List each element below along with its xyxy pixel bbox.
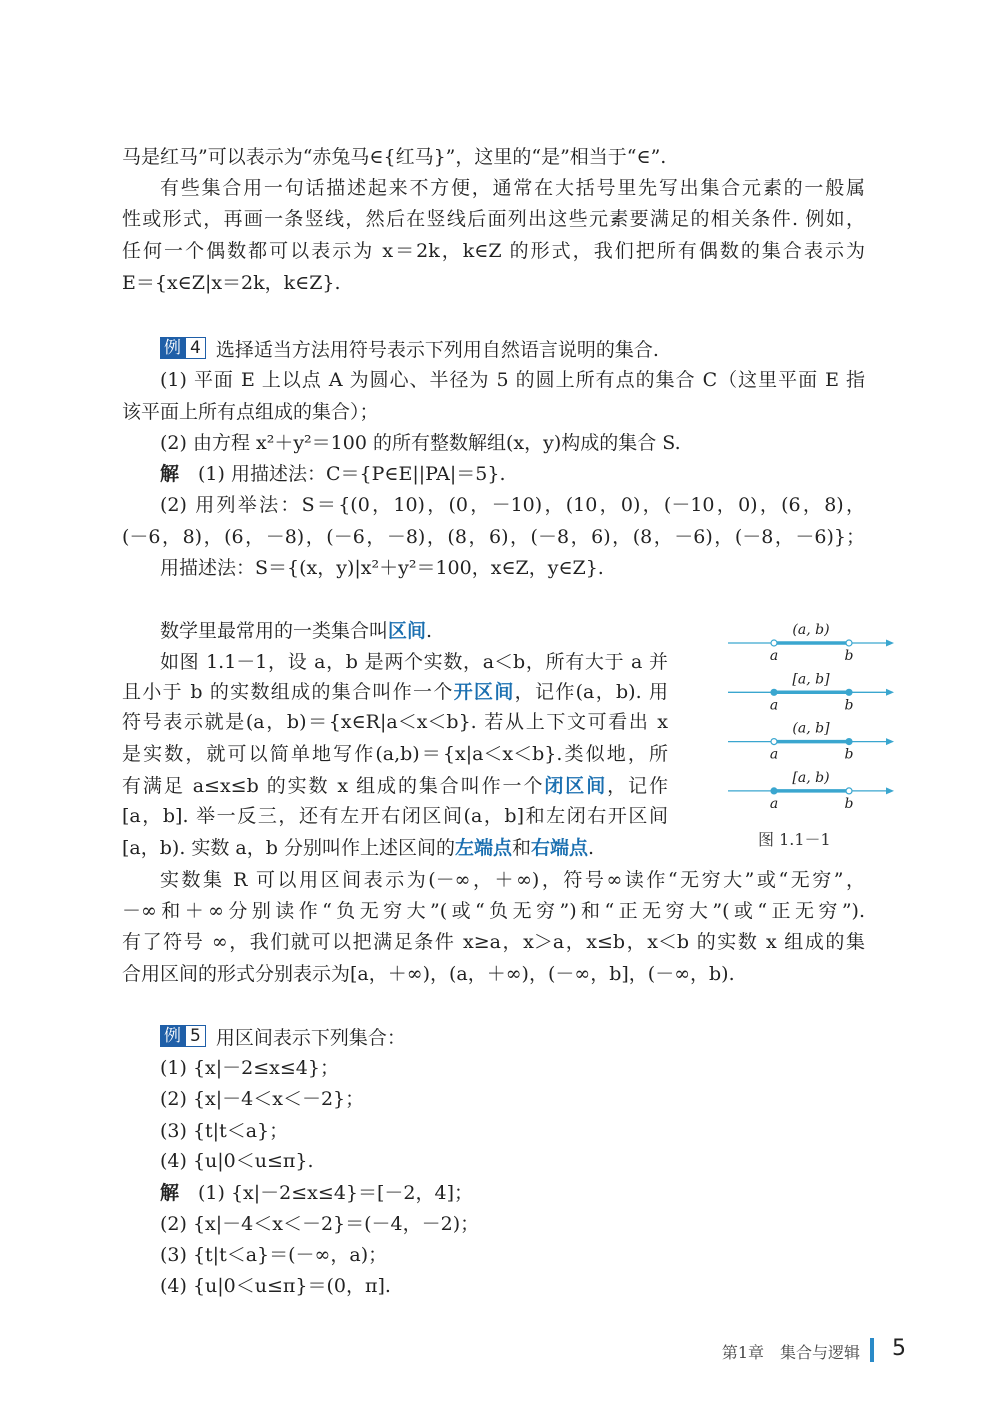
text-segment: (4) {u|0＜u≤π}＝(0，π]. <box>160 1275 391 1297</box>
text-segment: (1) 平面 E 上以点 A 为圆心、半径为 5 的圆上所有点的集合 C（这里平面 E 指 <box>160 369 865 391</box>
arrow-icon <box>886 738 894 745</box>
text-segment: (－6，8)，(6，－8)，(－6，－8)，(8，6)，(－8，6)，(8，－6)，(－8，－6)}； <box>122 526 865 548</box>
text-segment: ，记作(a，b). 用 <box>514 681 668 703</box>
text-segment: ，记作 <box>607 775 668 797</box>
solution-label: 解 <box>160 463 180 485</box>
key-term: 闭区间 <box>544 775 608 797</box>
text-segment: (3) {t|t＜a}； <box>160 1120 289 1142</box>
open-endpoint <box>771 640 777 646</box>
endpoint-b-label: b <box>844 648 854 664</box>
page-number: 5 <box>892 1336 906 1361</box>
endpoint-a-label: a <box>769 746 779 763</box>
text-line <box>160 556 604 580</box>
text-segment: (4) {u|0＜u≤π}. <box>160 1150 314 1172</box>
interval-label: [a, b) <box>792 769 830 786</box>
text-line <box>160 368 865 392</box>
text-line <box>160 1056 339 1080</box>
text-segment: . <box>588 837 595 859</box>
arrow-icon <box>886 787 894 794</box>
text-line <box>160 431 681 455</box>
text-line <box>160 1119 288 1143</box>
text-line <box>122 239 865 263</box>
key-term: 开区间 <box>453 681 515 703</box>
interval-label: (a, b) <box>792 622 830 638</box>
text-line <box>160 1274 391 1298</box>
text-line <box>122 742 668 766</box>
text-line <box>122 962 735 986</box>
arrow-icon <box>886 640 894 647</box>
text-segment: [a，b]. 举一反三，还有左开右闭区间(a，b]和左闭右开区间 <box>122 805 668 827</box>
text-segment: [a，b). 实数 a，b 分别叫作上述区间的 <box>122 837 455 859</box>
example-text: 选择适当方法用符号表示下列用自然语言说明的集合. <box>215 338 659 361</box>
text-line <box>122 774 668 798</box>
example-4-heading <box>160 336 659 360</box>
text-line <box>160 868 865 892</box>
example-number: 4 <box>185 337 206 359</box>
closed-endpoint <box>846 689 852 695</box>
key-term: 右端点 <box>531 837 589 859</box>
text-line <box>160 493 865 517</box>
endpoint-b-label: b <box>844 697 854 714</box>
text-line <box>160 1149 314 1173</box>
text-line <box>160 1212 479 1236</box>
closed-endpoint <box>771 788 777 794</box>
footer-divider <box>870 1338 874 1362</box>
text-line <box>160 176 865 200</box>
text-segment: 是实数，就可以简单地写作(a,b)＝{x|a＜x＜b}.类似地，所 <box>122 743 668 765</box>
solution-label: 解 <box>160 1182 180 1204</box>
text-segment: 该平面上所有点组成的集合）； <box>122 401 379 423</box>
text-segment: (3) {t|t＜a}＝(－∞，a)； <box>160 1244 388 1266</box>
endpoint-a-label: a <box>769 795 779 812</box>
text-line <box>122 207 865 231</box>
closed-endpoint <box>771 689 777 695</box>
text-line <box>122 899 865 923</box>
open-endpoint <box>846 788 852 794</box>
text-segment: 和 <box>511 837 531 859</box>
text-line <box>160 1087 364 1111</box>
text-segment: 数学里最常用的一类集合叫 <box>160 620 389 642</box>
example-5-heading <box>160 1024 406 1048</box>
text-line <box>122 145 666 169</box>
text-segment: (1) {x|－2≤x≤4}＝[－2，4]； <box>179 1182 473 1204</box>
text-segment: －∞和＋∞分别读作“负无穷大”(或“负无穷”)和“正无穷大”(或“正无穷”). <box>122 900 865 922</box>
text-line <box>122 400 379 424</box>
interval-label: [a, b] <box>792 671 830 688</box>
endpoint-a-label: a <box>769 648 779 664</box>
open-endpoint <box>846 640 852 646</box>
text-segment: 用描述法：S＝{(x，y)|x²＋y²＝100，x∈Z，y∈Z}. <box>160 557 604 579</box>
text-segment: (2) 由方程 x²＋y²＝100 的所有整数解组(x，y)构成的集合 S. <box>160 432 681 454</box>
example-label: 例 <box>160 337 185 359</box>
text-line <box>160 650 668 674</box>
text-segment: (2) {x|－4＜x＜－2}； <box>160 1088 365 1110</box>
endpoint-a-label: a <box>769 697 779 714</box>
text-line <box>160 619 432 643</box>
text-segment: 且小于 b 的实数组成的集合叫作一个 <box>122 681 454 703</box>
interval-label: (a, b] <box>792 720 830 737</box>
text-segment: 有些集合用一句话描述起来不方便，通常在大括号里先写出集合元素的一般属 <box>160 177 865 199</box>
text-segment: 如图 1.1－1，设 a，b 是两个实数，a＜b，所有大于 a 并 <box>160 651 668 673</box>
text-segment: 实数集 R 可以用区间表示为(－∞，＋∞)，符号∞读作“无穷大”或“无穷”， <box>160 869 865 891</box>
text-segment: E＝{x∈Z|x＝2k，k∈Z}. <box>122 272 341 294</box>
text-line <box>122 271 341 295</box>
text-segment: 任何一个偶数都可以表示为 x＝2k，k∈Z 的形式，我们把所有偶数的集合表示为 <box>122 240 865 262</box>
text-segment: 马是红马”可以表示为“赤兔马∈{红马}”，这里的“是”相当于“∈”. <box>122 146 667 168</box>
text-segment: 性或形式，再画一条竖线，然后在竖线后面列出这些元素要满足的相关条件. 例如， <box>122 208 865 230</box>
text-segment: 有满足 a≤x≤b 的实数 x 组成的集合叫作一个 <box>122 775 545 797</box>
text-line <box>122 836 594 860</box>
example-number: 5 <box>185 1025 206 1047</box>
text-segment: (2) {x|－4＜x＜－2}＝(－4，－2)； <box>160 1213 480 1235</box>
text-line <box>160 1243 387 1267</box>
key-term: 区间 <box>388 620 427 642</box>
text-line <box>160 1181 473 1205</box>
example-text: 用区间表示下列集合： <box>215 1026 406 1049</box>
interval-figure <box>720 612 900 822</box>
endpoint-b-label: b <box>844 746 854 763</box>
page-footer <box>600 1336 960 1364</box>
text-line <box>122 525 865 549</box>
text-segment: (1) {x|－2≤x≤4}； <box>160 1057 339 1079</box>
endpoint-b-label: b <box>844 795 854 812</box>
text-line <box>122 804 668 828</box>
text-line <box>122 680 668 704</box>
text-line <box>122 710 668 734</box>
text-line <box>122 930 865 954</box>
text-segment: (1) 用描述法：C＝{P∈E||PA|＝5}. <box>179 463 506 485</box>
key-term: 左端点 <box>454 837 512 859</box>
figure-caption: 图 1.1－1 <box>758 830 831 849</box>
text-line <box>160 462 506 486</box>
text-segment: 合用区间的形式分别表示为[a，＋∞)，(a，＋∞)，(－∞，b]，(－∞，b). <box>122 963 735 985</box>
open-endpoint <box>771 739 777 745</box>
text-segment: . <box>426 620 433 642</box>
closed-endpoint <box>846 739 852 745</box>
text-segment: 有了符号 ∞，我们就可以把满足条件 x≥a，x＞a，x≤b，x＜b 的实数 x 组成的集 <box>122 931 865 953</box>
example-label: 例 <box>160 1025 185 1047</box>
text-segment: 符号表示就是(a，b)＝{x∈R|a＜x＜b}. 若从上下文可看出 x <box>122 711 668 733</box>
chapter-title: 第1章 集合与逻辑 <box>721 1343 860 1362</box>
arrow-icon <box>886 689 894 696</box>
text-segment: (2) 用列举法：S＝{(0，10)，(0，－10)，(10，0)，(－10，0)，(6，8)， <box>160 494 865 516</box>
